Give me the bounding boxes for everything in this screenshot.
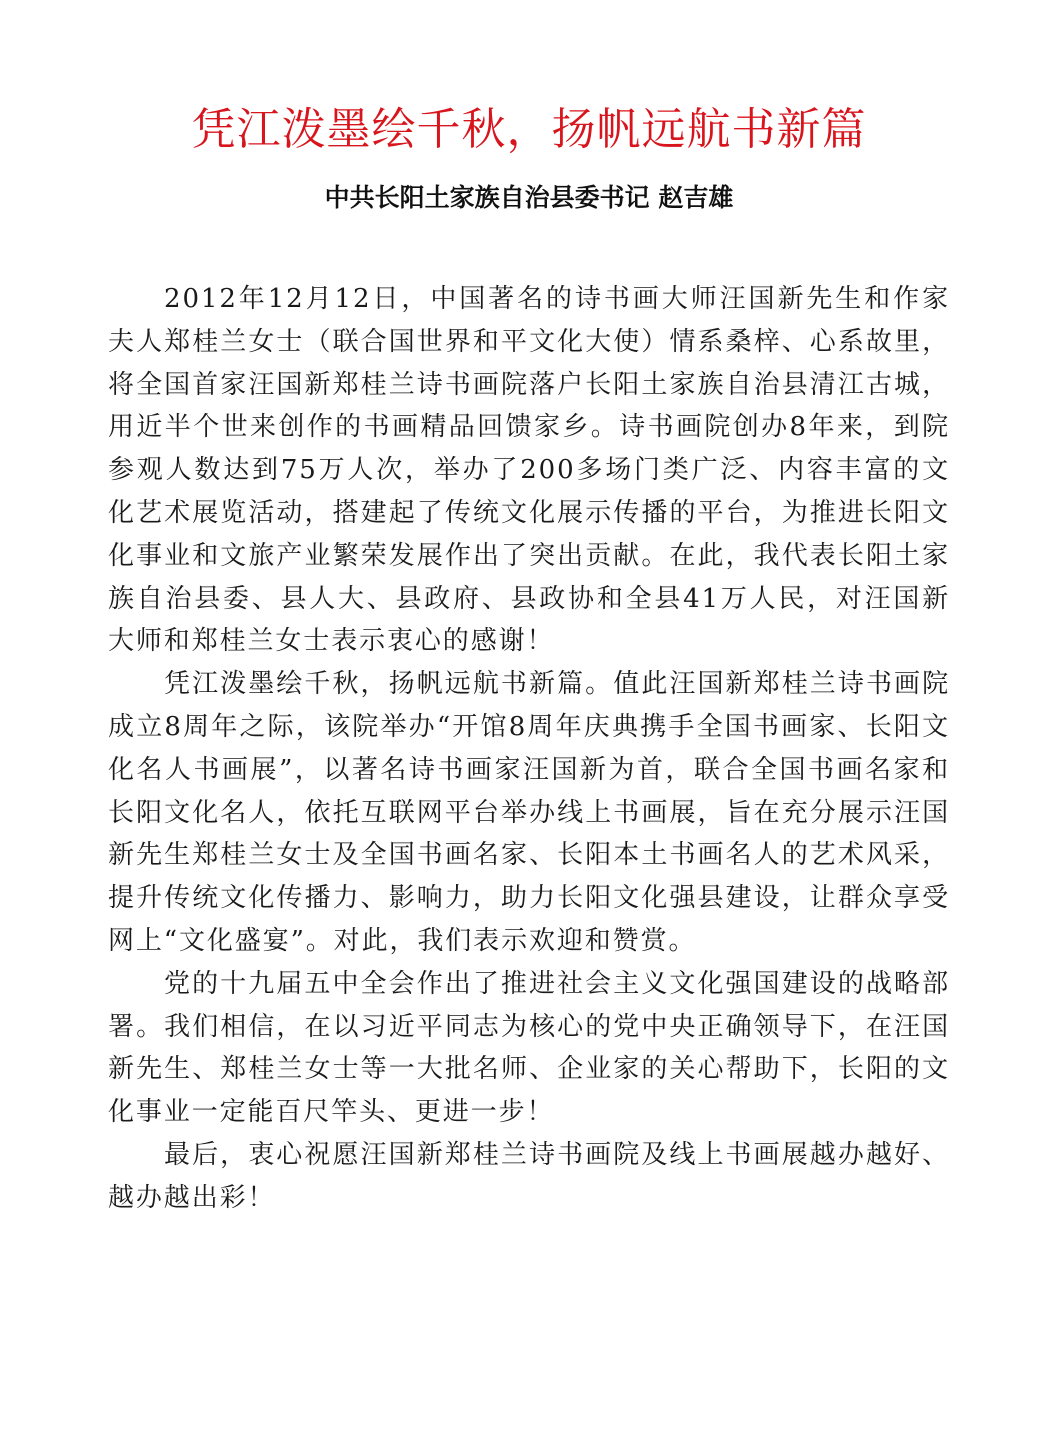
paragraph-1: 2012年12月12日，中国著名的诗书画大师汪国新先生和作家夫人郑桂兰女士（联合国世界和平文化大使）情系桑梓、心系故里，将全国首家汪国新郑桂兰诗书画院落户长阳土家族自治县清江古城，用近半个世来创作的书画精品回馈家乡。诗书画院创办8年来，到院参观人数达到75万人次，举办了200多场门类广泛、内容丰富的文化艺术展览活动，搭建起了传统文化展示传播的平台，为推进长阳文化事业和文旅产业繁荣发展作出了突出贡献。在此，我代表长阳土家族自治县委、县人大、县政府、县政协和全县41万人民，对汪国新大师和郑桂兰女士表示衷心的感谢！ xyxy=(108,284,950,657)
article-body xyxy=(108,278,950,1220)
document-title: 凭江泼墨绘千秋，扬帆远航书新篇 xyxy=(191,104,867,155)
paragraph-2: 凭江泼墨绘千秋，扬帆远航书新篇。值此汪国新郑桂兰诗书画院成立8周年之际，该院举办“开馆8周年庆典携手全国书画家、长阳文化名人书画展”，以著名诗书画家汪国新为首，联合全国书画名家和长阳文化名人，依托互联网平台举办线上书画展，旨在充分展示汪国新先生郑桂兰女士及全国书画名家、长阳本土书画名人的艺术风采，提升传统文化传播力、影响力，助力长阳文化强县建设，让群众享受网上“文化盛宴”。对此，我们表示欢迎和赞赏。 xyxy=(108,669,950,956)
paragraph-4: 最后，衷心祝愿汪国新郑桂兰诗书画院及线上书画展越办越好、越办越出彩！ xyxy=(108,1139,950,1213)
author-byline: 中共长阳土家族自治县委书记 赵吉雄 xyxy=(324,183,734,212)
paragraph-3: 党的十九届五中全会作出了推进社会主义文化强国建设的战略部署。我们相信，在以习近平同志为核心的党中央正确领导下，在汪国新先生、郑桂兰女士等一大批名师、企业家的关心帮助下，长阳的文化事业一定能百尺竿头、更进一步！ xyxy=(108,968,950,1128)
